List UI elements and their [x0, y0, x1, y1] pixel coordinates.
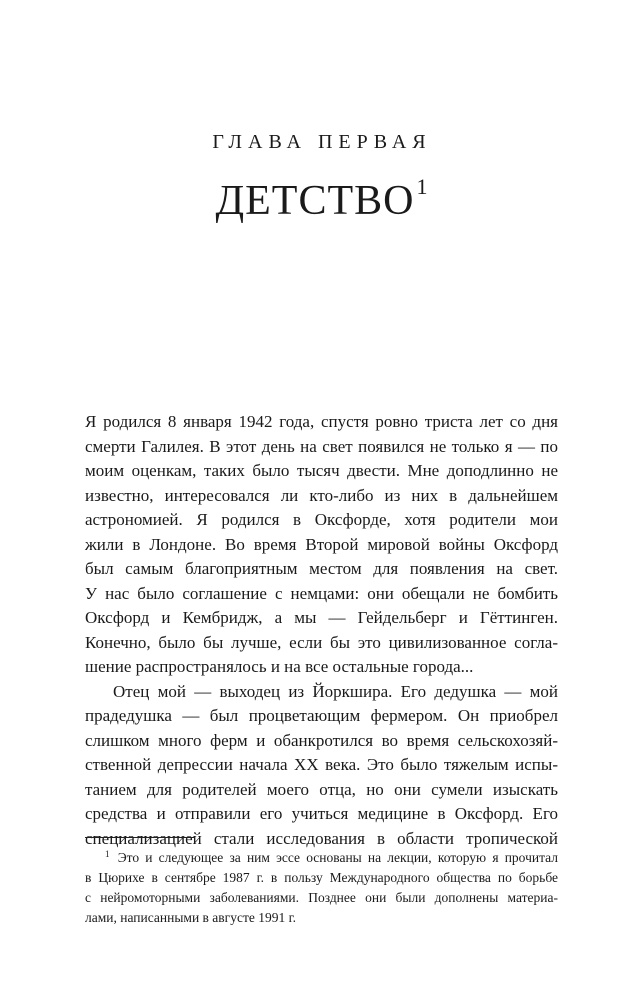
text-line: специализацией стали исследования в области тропической	[85, 828, 558, 848]
text-line: слишком много ферм и обанкротился во время сельскохозяй-	[85, 730, 558, 750]
text-line: ственной депрессии начала XX века. Это было тяжелым испы-	[85, 755, 558, 774]
text-line: шение распространялось и на все остальные города...	[85, 657, 474, 676]
chapter-label: ГЛАВА ПЕРВАЯ	[212, 131, 432, 153]
paragraph-2	[85, 680, 558, 852]
text-line: У нас было соглашение с немцами: они обещали не бомбить	[85, 583, 558, 603]
text-line: моим оценкам, таких было тысяч двести. Мне доподлинно не	[85, 461, 558, 480]
body-text	[85, 410, 558, 851]
text-line: Отец мой — выходец из Йоркшира. Его дедушка — мой	[113, 681, 558, 701]
footnote-line: лами, написанными в августе 1991 г.	[85, 910, 296, 925]
footnote-line: в Цюрихе в сентябре 1987 г. в пользу Международного общества по борьбе	[85, 870, 558, 885]
text-line: был самым благоприятным местом для появления на свет.	[85, 559, 558, 578]
footnote-divider	[85, 837, 195, 838]
footnote-mark: 1	[105, 849, 110, 859]
footnote-line	[85, 844, 558, 868]
footnote-text: Это и следующее за ним эссе основаны на лекции, которую я прочитал	[117, 850, 559, 865]
footnote-reference: 1	[416, 174, 429, 199]
text-line: астрономией. Я родился в Оксфорде, хотя родители мои	[85, 510, 558, 529]
chapter-title	[0, 162, 644, 226]
paragraph-1	[85, 410, 558, 680]
text-line: Конечно, было бы лучше, если бы это цивилизованное согла-	[85, 632, 558, 652]
text-line: Оксфорд и Кембридж, а мы — Гейдельберг и Гёттинген.	[85, 608, 558, 627]
text-line: жили в Лондоне. Во время Второй мировой войны Оксфорд	[85, 534, 558, 554]
text-line: известно, интересовался ли кто-либо из них в дальнейшем	[85, 485, 558, 505]
text-line: прадедушка — был процветающим фермером. Он приобрел	[85, 706, 558, 725]
footnote-line: с нейромоторными заболеваниями. Позднее они были дополнены материа-	[85, 890, 558, 905]
chapter-title-text: ДЕТСТВО	[215, 178, 415, 224]
text-line: Я родился 8 января 1942 года, спустя ровно триста лет со дня	[85, 412, 558, 431]
text-line: смерти Галилея. В этот день на свет появился не только я — по	[85, 436, 558, 456]
text-line: средства и отправили его учиться медицине в Оксфорд. Его	[85, 804, 558, 823]
footnote	[85, 844, 558, 928]
text-line: танием для родителей моего отца, но они сумели изыскать	[85, 779, 558, 799]
